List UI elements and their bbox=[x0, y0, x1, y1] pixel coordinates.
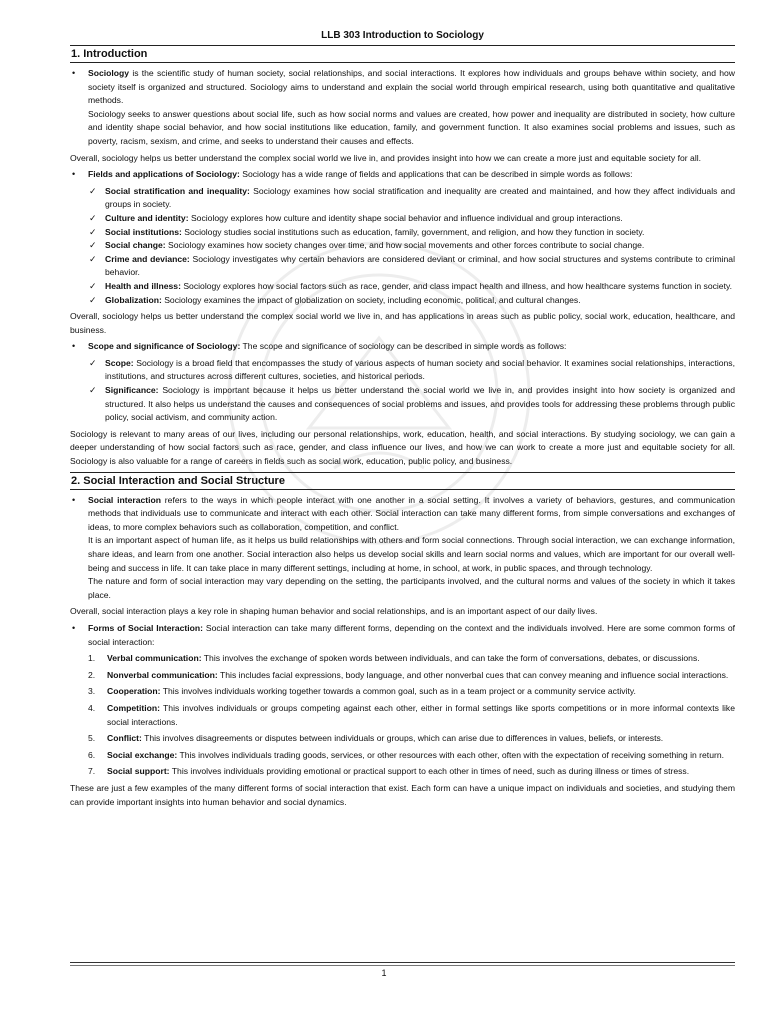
list-item bbox=[88, 294, 735, 308]
term: Social interaction bbox=[88, 494, 162, 505]
list-item-text: Sociology is important because it helps us better understand the social world we live in, and provides insight into how society is organized and structured. It also helps us understand the causes and consequences of social problems and issues, and provides tools for addressing these problems through public policy, social activism, and community action. bbox=[105, 385, 735, 423]
paragraph-text: Sociology has a wide range of fields and applications that can be described in simple words as follows: bbox=[239, 169, 633, 180]
paragraph-text: is the scientific study of human society, social relationships, and social interactions. It explores how individuals and groups behave within society, and how society itself is organized and structured. Sociology aims to understand and explain the social world through empirical research, using both quantitative and qualitative methods. bbox=[88, 68, 735, 106]
section-title-introduction: 1. Introduction bbox=[70, 45, 735, 63]
scope-list bbox=[88, 357, 735, 425]
paragraph: Sociology is relevant to many areas of our lives, including our personal relationships, work, education, health, and social interactions. By studying sociology, we can gain a deeper understanding of how social factors such as race, gender, and class influence our lives, and how we can work to create a more just and equitable society for all. Sociology is also valuable for a range of careers in fields such as social work, education, public policy, and business. bbox=[70, 428, 735, 467]
paragraph: These are just a few examples of the many different forms of social interaction that exist. Each form can have a unique impact on individuals and societies, and studying them can provide important insights into human behavior and social dynamics. bbox=[70, 782, 735, 807]
list-item-text: Sociology explores how culture and identity shape social behavior and influence individual and group interactions. bbox=[188, 212, 623, 223]
list-item-text: Sociology investigates why certain behaviors are considered deviant or criminal, and how social structures and systems contribute to criminal behavior. bbox=[105, 253, 735, 278]
term: Cooperation: bbox=[107, 686, 161, 697]
bullet-fields-applications bbox=[70, 168, 735, 182]
document-page bbox=[70, 30, 735, 812]
list-item bbox=[88, 357, 735, 384]
paragraph: Overall, sociology helps us better understand the complex social world we live in, and provides insight into how we can create a more just and equitable society for all. bbox=[70, 152, 702, 163]
list-item-text: Sociology examines the impact of globalization on society, including economic, political, and cultural changes. bbox=[161, 294, 581, 305]
list-item bbox=[88, 685, 735, 699]
check-icon: ✓ bbox=[89, 226, 97, 237]
list-item-text: Sociology examines how society changes over time, and how social movements and other forces contribute to social change. bbox=[165, 240, 645, 251]
list-item-text: Sociology explores how social factors such as race, gender, and class impact health and illness, and how healthcare systems function in society. bbox=[180, 280, 733, 291]
term: Scope: bbox=[105, 357, 134, 368]
check-icon: ✓ bbox=[89, 294, 97, 305]
check-icon: ✓ bbox=[89, 212, 97, 223]
list-item bbox=[88, 732, 735, 746]
term: Culture and identity: bbox=[105, 212, 189, 223]
term: Conflict: bbox=[107, 733, 142, 744]
bullet-forms-of-interaction bbox=[70, 622, 735, 649]
list-item bbox=[88, 212, 735, 226]
bullet-icon: • bbox=[72, 622, 76, 633]
term: Social change: bbox=[105, 240, 166, 251]
forms-list bbox=[88, 652, 735, 779]
list-number: 3. bbox=[88, 686, 96, 697]
paragraph-text: Sociology seeks to answer questions about social life, such as how social norms and values are created, how power and inequality are distributed in society, how culture and identity shape social behavior, and how social institutions like education, family, and government function. It also examines social problems and issues, such as poverty, racism, sexism, and crime, and seeks to understand their causes and effects. bbox=[88, 108, 735, 146]
footer-rule bbox=[70, 962, 735, 966]
term: Social support: bbox=[107, 766, 170, 777]
list-number: 1. bbox=[88, 653, 96, 664]
list-item bbox=[88, 765, 735, 779]
term: Social institutions: bbox=[105, 226, 182, 237]
term: Verbal communication: bbox=[107, 653, 202, 664]
list-item-text: This includes facial expressions, body language, and other nonverbal cues that can convey meaning and influence social interactions. bbox=[217, 669, 729, 680]
list-number: 6. bbox=[88, 749, 96, 760]
term: Forms of Social Interaction: bbox=[88, 622, 204, 633]
list-number: 7. bbox=[88, 766, 96, 777]
list-item-text: This involves individuals trading goods, services, or other resources with each other, often with the expectation of receiving something in return. bbox=[177, 749, 725, 760]
list-item bbox=[88, 253, 735, 280]
check-icon: ✓ bbox=[89, 280, 97, 291]
paragraph-text: refers to the ways in which people interact with one another in a social setting. It involves a variety of behaviors, gestures, and communication methods that individuals use to communicate and interact with each other. Social interaction can take many different forms, from simple conversations and exchanges of ideas, to more complex behaviors such as collaboration, competition, and conflict. bbox=[88, 494, 735, 532]
term: Significance: bbox=[105, 385, 159, 396]
list-number: 5. bbox=[88, 733, 96, 744]
paragraph-text: Social interaction can take many different forms, depending on the context and the individuals involved. Here are some common forms of social interaction: bbox=[88, 622, 735, 647]
check-icon: ✓ bbox=[89, 253, 97, 264]
list-item-text: This involves the exchange of spoken words between individuals, and can take the form of conversations, debates, or discussions. bbox=[201, 653, 700, 664]
list-item bbox=[88, 652, 735, 666]
term: Crime and deviance: bbox=[105, 253, 190, 264]
check-icon: ✓ bbox=[89, 185, 97, 196]
list-item-text: Sociology is a broad field that encompasses the study of various aspects of human society and social behavior. It examines social relationships, interactions, institutions, and structures across different cultures, societies, and historical periods. bbox=[105, 357, 735, 382]
bullet-scope-significance bbox=[70, 340, 735, 354]
bullet-sociology-definition bbox=[70, 67, 735, 149]
check-icon: ✓ bbox=[89, 385, 97, 396]
term: Competition: bbox=[107, 702, 160, 713]
list-item bbox=[88, 384, 735, 425]
list-item bbox=[88, 669, 735, 683]
page-number: 1 bbox=[381, 968, 387, 978]
list-item-text: This involves disagreements or disputes between individuals or groups, which can arise due to differences in values, beliefs, or interests. bbox=[141, 733, 664, 744]
bullet-social-interaction bbox=[70, 494, 735, 603]
course-title: LLB 303 Introduction to Sociology bbox=[321, 30, 484, 41]
term: Scope and significance of Sociology: bbox=[88, 341, 241, 352]
term: Health and illness: bbox=[105, 280, 181, 291]
list-item bbox=[88, 185, 735, 212]
bullet-icon: • bbox=[72, 494, 76, 505]
section-title-social-interaction: 2. Social Interaction and Social Structure bbox=[70, 472, 735, 490]
list-item bbox=[88, 702, 735, 729]
bullet-icon: • bbox=[72, 341, 76, 352]
paragraph-text: The scope and significance of sociology can be described in simple words as follows: bbox=[240, 341, 567, 352]
list-item bbox=[88, 239, 735, 253]
term: Social exchange: bbox=[107, 749, 178, 760]
list-number: 4. bbox=[88, 702, 96, 713]
list-item-text: This involves individuals providing emotional or practical support to each other in times of need, such as during illness or times of stress. bbox=[169, 766, 690, 777]
term: Nonverbal communication: bbox=[107, 669, 218, 680]
list-item-text: This involves individuals working together towards a common goal, such as in a team project or a community service activity. bbox=[160, 686, 636, 697]
paragraph: Overall, social interaction plays a key role in shaping human behavior and social relationships, and is an important aspect of our daily lives. bbox=[70, 606, 598, 617]
list-item bbox=[88, 749, 735, 763]
paragraph-text: The nature and form of social interaction may vary depending on the setting, the participants involved, and the cultural norms and values of the society in which it takes place. bbox=[88, 576, 735, 600]
fields-list bbox=[88, 185, 735, 307]
term: Social stratification and inequality: bbox=[105, 185, 250, 196]
list-number: 2. bbox=[88, 669, 96, 680]
bullet-icon: • bbox=[72, 68, 76, 78]
check-icon: ✓ bbox=[89, 240, 97, 251]
list-item bbox=[88, 280, 735, 294]
paragraph-text: It is an important aspect of human life, as it helps us build relationships with others and form social connections. Through social interaction, we can exchange information, share ideas, and learn from one another. Social interaction also helps us develop social skills and learn social norms and values, which are important for our overall well-being and success in life. It can take place in many different settings, including at home, in school, at work, in public spaces, and through technology. bbox=[88, 535, 735, 573]
list-item bbox=[88, 226, 735, 240]
term: Sociology bbox=[88, 68, 130, 78]
check-icon: ✓ bbox=[89, 357, 97, 368]
term: Fields and applications of Sociology: bbox=[88, 169, 240, 180]
bullet-icon: • bbox=[72, 169, 76, 180]
list-item-text: This involves individuals or groups competing against each other, either in formal settings like sports competitions or in more informal contexts like social interactions. bbox=[107, 702, 735, 727]
paragraph: Overall, sociology helps us better understand the complex social world we live in, and has applications in areas such as public policy, social work, education, healthcare, and business. bbox=[70, 311, 735, 335]
list-item-text: Sociology studies social institutions such as education, family, government, and religion, and how they function in society. bbox=[181, 226, 645, 237]
term: Globalization: bbox=[105, 294, 162, 305]
list-item-text: Sociology examines how social stratification and inequality are created and maintained, and how they affect individuals and groups in society. bbox=[105, 185, 735, 210]
